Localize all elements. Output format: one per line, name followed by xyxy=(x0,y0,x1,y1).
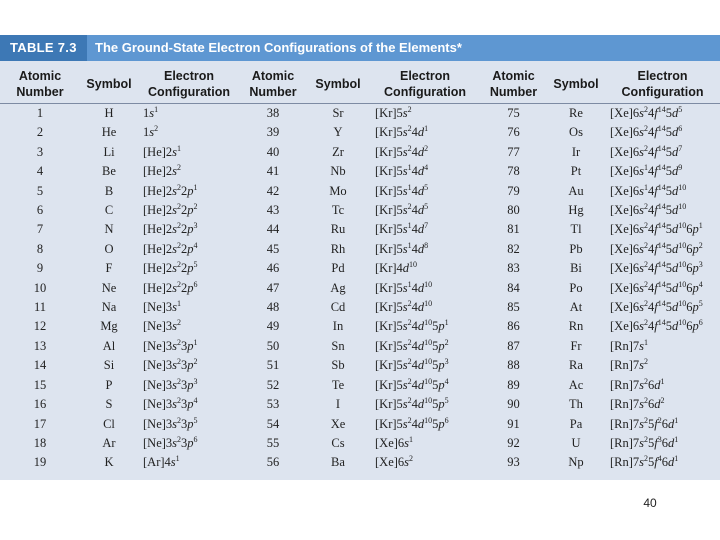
header-atomic-number: Atomic Number xyxy=(16,69,64,99)
electron-configuration-cell: $[Kr]5s^24d^{10}5p^3$ xyxy=(375,357,449,373)
electron-configuration-cell: $[Kr]5s^24d^{10}5p^1$ xyxy=(375,318,449,334)
electron-configuration-cell: $[Ne]3s^2$ xyxy=(143,318,182,334)
symbol-cell: Cd xyxy=(330,300,346,315)
header-row xyxy=(0,65,720,104)
atomic-number-cell: 14 xyxy=(33,358,47,373)
electron-configuration-cell: $[Kr]5s^24d^2$ xyxy=(375,143,429,159)
atomic-number-cell: 46 xyxy=(266,261,280,276)
table-row xyxy=(0,415,720,434)
symbol-cell: U xyxy=(571,435,581,450)
atomic-number-cell: 54 xyxy=(266,416,280,431)
table-row xyxy=(0,259,720,278)
symbol-cell: Ar xyxy=(102,435,116,450)
atomic-number-cell: 5 xyxy=(36,183,44,198)
symbol-cell: Li xyxy=(103,144,115,159)
electron-configuration-cell: $[Xe]6s^24f^{14}5d^5$ xyxy=(610,105,683,120)
electron-configuration-cell: $[He]2s^22p^6$ xyxy=(143,279,198,295)
symbol-cell: P xyxy=(105,377,113,392)
symbol-cell: Sr xyxy=(332,106,344,120)
symbol-cell: Fr xyxy=(570,338,582,353)
table-row xyxy=(0,317,720,336)
electron-configuration-cell: $[Rn]7s^25f^36d^1$ xyxy=(610,434,679,450)
symbol-cell: Cs xyxy=(331,435,345,450)
symbol-cell: Tl xyxy=(570,222,582,237)
symbol-cell: Pd xyxy=(331,261,345,276)
atomic-number-cell: 16 xyxy=(33,397,47,412)
electron-configuration-cell: $[He]2s^22p^5$ xyxy=(143,260,198,276)
table-body xyxy=(0,104,720,473)
symbol-cell: I xyxy=(335,397,341,412)
electron-configuration-cell: $[Xe]6s^14f^{14}5d^{10}$ xyxy=(610,182,687,198)
electron-configuration-cell: $[Rn]7s^26d^1$ xyxy=(610,376,665,392)
table-row xyxy=(0,104,720,124)
electron-configuration-cell: $[Xe]6s^24f^{14}5d^{10}6p^4$ xyxy=(610,279,703,295)
atomic-number-cell: 7 xyxy=(36,222,44,237)
electron-configuration-cell: $1s^1$ xyxy=(143,105,159,120)
symbol-cell: Ru xyxy=(330,222,346,237)
symbol-cell: Re xyxy=(569,106,583,120)
symbol-cell: He xyxy=(101,125,117,140)
electron-configuration-cell: $[Xe]6s^24f^{14}5d^{10}6p^6$ xyxy=(610,318,703,334)
atomic-number-cell: 11 xyxy=(33,300,47,315)
header-atomic-number: Atomic Number xyxy=(489,69,538,99)
atomic-number-cell: 45 xyxy=(266,241,280,256)
symbol-cell: S xyxy=(105,397,113,412)
table-number-label: TABLE 7.3 xyxy=(0,35,87,61)
atomic-number-cell: 87 xyxy=(507,338,520,353)
header-electron-configuration: Electron Configuration xyxy=(148,69,230,99)
atomic-number-cell: 39 xyxy=(266,125,280,140)
atomic-number-cell: 75 xyxy=(507,106,520,120)
electron-configuration-cell: $[He]2s^22p^1$ xyxy=(143,182,198,198)
electron-configuration-cell: $[Kr]5s^14d^8$ xyxy=(375,240,429,256)
atomic-number-cell: 52 xyxy=(266,377,280,392)
symbol-cell: At xyxy=(569,300,583,315)
atomic-number-cell: 19 xyxy=(33,455,47,470)
atomic-number-cell: 48 xyxy=(266,300,280,315)
electron-configuration-cell: $1s^2$ xyxy=(143,124,159,140)
table-row xyxy=(0,220,720,239)
atomic-number-cell: 41 xyxy=(266,164,280,179)
header-atomic-number: Atomic Number xyxy=(249,69,297,99)
symbol-cell: Np xyxy=(568,455,584,470)
symbol-cell: Ag xyxy=(330,280,346,295)
atomic-number-cell: 81 xyxy=(507,222,520,237)
symbol-cell: Th xyxy=(569,397,583,412)
electron-configuration-cell: $[Rn]7s^2$ xyxy=(610,357,649,373)
electron-configuration-cell: $[Kr]5s^2$ xyxy=(375,105,412,120)
symbol-cell: Be xyxy=(102,164,116,179)
atomic-number-cell: 92 xyxy=(507,435,520,450)
symbol-cell: Os xyxy=(569,125,583,140)
symbol-cell: Ac xyxy=(568,377,584,392)
atomic-number-cell: 42 xyxy=(266,183,280,198)
atomic-number-cell: 6 xyxy=(36,203,44,218)
symbol-cell: Ir xyxy=(571,144,581,159)
header-electron-configuration: Electron Configuration xyxy=(621,69,704,99)
atomic-number-cell: 85 xyxy=(507,300,520,315)
atomic-number-cell: 82 xyxy=(507,241,520,256)
table-row xyxy=(0,337,720,356)
symbol-cell: N xyxy=(104,222,114,237)
header-symbol: Symbol xyxy=(553,77,599,91)
electron-configuration-cell: $[Ne]3s^1$ xyxy=(143,299,182,315)
symbol-cell: B xyxy=(104,183,114,198)
symbol-cell: F xyxy=(105,261,113,276)
electron-configuration-cell: $[Kr]5s^24d^{10}$ xyxy=(375,299,433,315)
electron-configuration-cell: $[Xe]6s^14f^{14}5d^9$ xyxy=(610,163,683,179)
table-row xyxy=(0,298,720,317)
atomic-number-cell: 8 xyxy=(36,241,44,256)
atomic-number-cell: 10 xyxy=(33,280,47,295)
atomic-number-cell: 50 xyxy=(266,338,280,353)
symbol-cell: Zr xyxy=(332,144,344,159)
table-row xyxy=(0,395,720,414)
symbol-cell: Na xyxy=(101,300,117,315)
electron-configuration-cell: $[Kr]5s^14d^5$ xyxy=(375,182,429,198)
symbol-cell: Rh xyxy=(330,241,346,256)
atomic-number-cell: 17 xyxy=(33,416,47,431)
atomic-number-cell: 93 xyxy=(507,455,520,470)
electron-configuration-cell: $[Kr]5s^14d^4$ xyxy=(375,163,429,179)
electron-configuration-cell: $[Rn]7s^1$ xyxy=(610,337,649,353)
symbol-cell: Sb xyxy=(331,358,345,373)
atomic-number-cell: 38 xyxy=(266,106,280,120)
electron-configuration-cell: $[Kr]5s^24d^{10}5p^5$ xyxy=(375,396,449,412)
symbol-cell: Mg xyxy=(100,319,118,334)
atomic-number-cell: 47 xyxy=(266,280,280,295)
electron-configuration-cell: $[Kr]5s^24d^{10}5p^2$ xyxy=(375,337,449,353)
atomic-number-cell: 91 xyxy=(507,416,520,431)
symbol-cell: O xyxy=(104,241,114,256)
symbol-cell: Al xyxy=(102,338,116,353)
header-symbol: Symbol xyxy=(86,77,132,91)
symbol-cell: Pa xyxy=(569,416,583,431)
symbol-cell: Tc xyxy=(331,203,345,218)
symbol-cell: Pt xyxy=(570,164,582,179)
symbol-cell: Rn xyxy=(568,319,584,334)
symbol-cell: Cl xyxy=(103,416,115,431)
atomic-number-cell: 77 xyxy=(507,144,520,159)
symbol-cell: Ba xyxy=(331,455,345,470)
symbol-cell: Bi xyxy=(570,261,582,276)
atomic-number-cell: 76 xyxy=(507,125,520,140)
atomic-number-cell: 44 xyxy=(266,222,280,237)
symbol-cell: Ra xyxy=(569,358,583,373)
electron-configuration-cell: $[Ne]3s^23p^3$ xyxy=(143,376,198,392)
atomic-number-cell: 78 xyxy=(507,164,520,179)
symbol-cell: Ne xyxy=(101,280,117,295)
electron-configuration-cell: $[Xe]6s^24f^{14}5d^{10}6p^1$ xyxy=(610,221,703,237)
electron-configuration-cell: $[Xe]6s^24f^{14}5d^7$ xyxy=(610,143,683,159)
electron-configuration-cell: $[Kr]5s^24d^{10}5p^6$ xyxy=(375,415,449,431)
atomic-number-cell: 84 xyxy=(507,280,520,295)
electron-configuration-cell: $[Kr]5s^24d^5$ xyxy=(375,202,429,218)
table-row xyxy=(0,123,720,142)
atomic-number-cell: 9 xyxy=(36,261,44,276)
table-title-bar xyxy=(0,35,720,61)
electron-configuration-cell: $[Xe]6s^24f^{14}5d^{10}6p^2$ xyxy=(610,240,703,256)
table-row xyxy=(0,453,720,472)
symbol-cell: Nb xyxy=(330,164,346,179)
atomic-number-cell: 43 xyxy=(266,203,280,218)
symbol-cell: Sn xyxy=(331,338,345,353)
electron-configuration-cell: $[Ar]4s^1$ xyxy=(143,454,180,470)
electron-configuration-cell: $[He]2s^22p^2$ xyxy=(143,202,198,218)
symbol-cell: Te xyxy=(331,377,345,392)
atomic-number-cell: 56 xyxy=(266,455,280,470)
electron-configuration-cell: $[He]2s^22p^4$ xyxy=(143,240,198,256)
electron-configuration-cell: $[He]2s^2$ xyxy=(143,163,182,179)
atomic-number-cell: 49 xyxy=(266,319,280,334)
table-row xyxy=(0,162,720,181)
electron-configuration-cell: $[Rn]7s^25f^26d^1$ xyxy=(610,415,679,431)
atomic-number-cell: 1 xyxy=(36,106,44,120)
table-row xyxy=(0,143,720,162)
electron-configuration-cell: $[Xe]6s^24f^{14}5d^{10}6p^5$ xyxy=(610,299,703,315)
electron-configuration-cell: $[Rn]7s^26d^2$ xyxy=(610,396,665,412)
electron-configuration-cell: $[Kr]5s^14d^{10}$ xyxy=(375,279,433,295)
header-electron-configuration: Electron Configuration xyxy=(384,69,466,99)
atomic-number-cell: 3 xyxy=(36,144,44,159)
electron-configuration-cell: $[Xe]6s^24f^{14}5d^{10}6p^3$ xyxy=(610,260,703,276)
electron-configuration-cell: $[He]2s^22p^3$ xyxy=(143,221,198,237)
atomic-number-cell: 15 xyxy=(33,377,47,392)
electron-configuration-cell: $[Xe]6s^2$ xyxy=(375,454,414,470)
atomic-number-cell: 86 xyxy=(507,319,520,334)
symbol-cell: K xyxy=(104,455,114,470)
atomic-number-cell: 55 xyxy=(266,435,280,450)
atomic-number-cell: 80 xyxy=(507,203,520,218)
atomic-number-cell: 51 xyxy=(266,358,280,373)
atomic-number-cell: 13 xyxy=(33,338,47,353)
electron-configuration-cell: $[Ne]3s^23p^6$ xyxy=(143,434,198,450)
electron-configuration-cell: $[Xe]6s^24f^{14}5d^{10}$ xyxy=(610,202,687,218)
atomic-number-cell: 88 xyxy=(507,358,520,373)
header-symbol: Symbol xyxy=(315,77,361,91)
electron-configuration-cell: $[Ne]3s^23p^5$ xyxy=(143,415,198,431)
table-row xyxy=(0,376,720,395)
atomic-number-cell: 2 xyxy=(36,125,44,140)
symbol-cell: Hg xyxy=(568,203,584,218)
electron-configuration-cell: $[He]2s^1$ xyxy=(143,143,182,159)
table-row xyxy=(0,201,720,220)
symbol-cell: Au xyxy=(568,183,584,198)
symbol-cell: Si xyxy=(103,358,115,373)
table-row xyxy=(0,240,720,259)
symbol-cell: Y xyxy=(333,125,343,140)
table-title: The Ground-State Electron Configurations of the Elements* xyxy=(95,40,462,55)
atomic-number-cell: 89 xyxy=(507,377,520,392)
symbol-cell: H xyxy=(104,106,114,120)
electron-configuration-cell: $[Rn]7s^25f^46d^1$ xyxy=(610,454,679,470)
atomic-number-cell: 40 xyxy=(266,144,280,159)
symbol-cell: Pb xyxy=(569,241,583,256)
electron-configuration-cell: $[Ne]3s^23p^2$ xyxy=(143,357,198,373)
page-number: 40 xyxy=(643,496,657,510)
electron-configuration-cell: $[Xe]6s^1$ xyxy=(375,434,414,450)
symbol-cell: C xyxy=(104,203,114,218)
atomic-number-cell: 4 xyxy=(36,164,44,179)
atomic-number-cell: 83 xyxy=(507,261,520,276)
table-row xyxy=(0,356,720,375)
atomic-number-cell: 79 xyxy=(507,183,520,198)
atomic-number-cell: 53 xyxy=(266,397,280,412)
electron-configuration-cell: $[Kr]5s^24d^1$ xyxy=(375,124,429,140)
electron-configuration-cell: $[Ne]3s^23p^4$ xyxy=(143,396,198,412)
symbol-cell: Xe xyxy=(330,416,346,431)
atomic-number-cell: 90 xyxy=(507,397,520,412)
electron-configuration-cell: $[Kr]5s^14d^7$ xyxy=(375,221,429,237)
electron-configuration-cell: $[Ne]3s^23p^1$ xyxy=(143,337,198,353)
electron-configuration-cell: $[Kr]4d^{10}$ xyxy=(375,260,418,276)
atomic-number-cell: 12 xyxy=(33,319,47,334)
table-row xyxy=(0,434,720,453)
electron-configuration-table xyxy=(0,65,720,473)
electron-configuration-cell: $[Xe]6s^24f^{14}5d^6$ xyxy=(610,124,683,140)
atomic-number-cell: 18 xyxy=(33,435,47,450)
electron-configuration-cell: $[Kr]5s^24d^{10}5p^4$ xyxy=(375,376,449,392)
table-row xyxy=(0,279,720,298)
symbol-cell: Po xyxy=(569,280,583,295)
symbol-cell: In xyxy=(332,319,344,334)
table-row xyxy=(0,182,720,201)
symbol-cell: Mo xyxy=(329,183,347,198)
table-area xyxy=(0,61,720,480)
